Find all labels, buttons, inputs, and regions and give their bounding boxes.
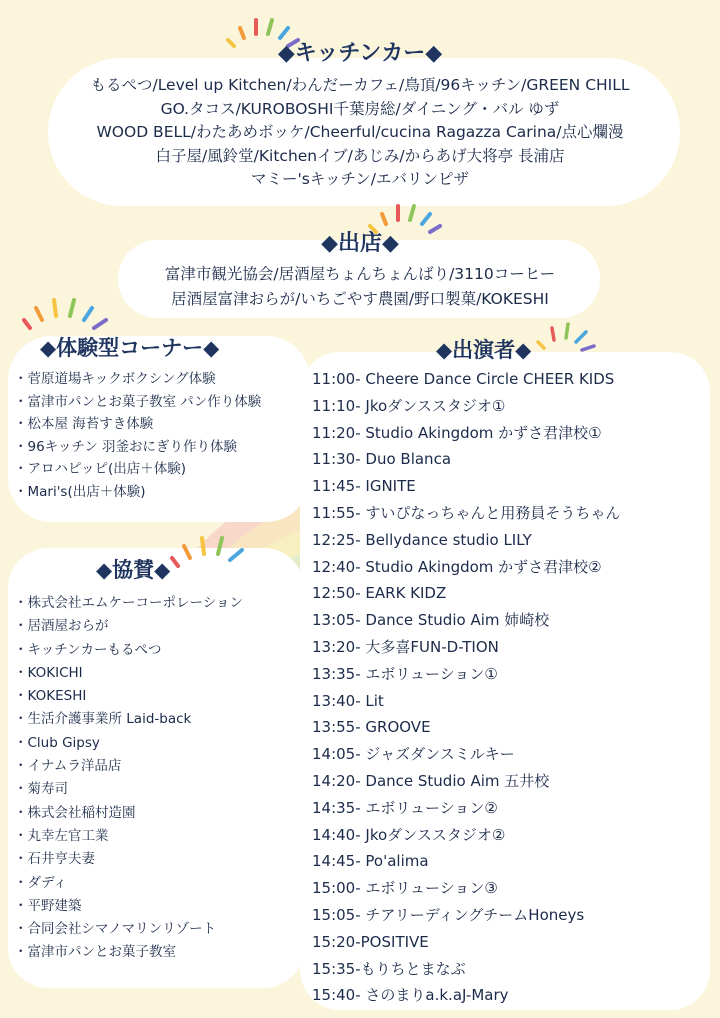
schedule-row: 14:20- Dance Studio Aim 五井校 xyxy=(312,771,550,790)
schedule-row: 13:40- Lit xyxy=(312,691,384,710)
schedule-row: 11:55- すいぴなっちゃんと用務員そうちゃん xyxy=(312,503,621,522)
list-item: ・ イナムラ洋品店 xyxy=(14,755,243,778)
list-item: ・ 平野建築 xyxy=(14,895,243,918)
schedule-row: 13:20- 大多喜FUN-D-TION xyxy=(312,637,499,656)
kyosan-list xyxy=(14,592,243,965)
schedule-row: 15:20-POSITIVE xyxy=(312,932,429,951)
ray-ornament-icon xyxy=(170,528,250,572)
shutten-list xyxy=(0,262,720,312)
shutsuen-title: ◆出演者◆ xyxy=(436,338,532,362)
schedule-row: 11:10- Jkoダンススタジオ① xyxy=(312,396,506,415)
kyosan-title: ◆協賛◆ xyxy=(96,558,171,582)
shutten-title: ◆出店◆ xyxy=(321,231,399,256)
schedule-row: 15:05- チアリーディングチームHoneys xyxy=(312,905,585,924)
schedule-row: 15:00- エボリューション③ xyxy=(312,879,498,898)
shutten-line: 富津市観光協会/居酒屋ちょんちょんばり/3110コーヒー xyxy=(164,265,556,283)
kitchen-car-line: マミー'sキッチン/エバリンピザ xyxy=(251,170,469,188)
shutten-line: 居酒屋富津おらが/いちごやす農園/野口製菓/KOKESHI xyxy=(171,290,549,308)
schedule-row: 11:45- IGNITE xyxy=(312,477,416,496)
shutsuen-schedule xyxy=(312,366,620,1009)
list-item: ・ 菊寿司 xyxy=(14,778,243,801)
list-item: ・ 96キッチン 羽釜おにぎり作り体験 xyxy=(14,436,261,459)
list-item: ・ 合同会社シマノマリンリゾート xyxy=(14,918,243,941)
list-item: ・ キッチンカーもるぺつ xyxy=(14,639,243,662)
list-item: ・ KOKICHI xyxy=(14,662,243,685)
list-item: ・ アロハピッピ(出店＋体験) xyxy=(14,458,261,481)
list-item: ・ ダディ xyxy=(14,872,243,895)
schedule-row: 12:50- EARK KIDZ xyxy=(312,584,447,603)
list-item: ・ KOKESHI xyxy=(14,685,243,708)
taiken-list xyxy=(14,368,261,503)
list-item: ・ 丸幸左官工業 xyxy=(14,825,243,848)
kitchen-car-line: 白子屋/風鈴堂/Kitchenイブ/あじみ/からあげ大将亭 長浦店 xyxy=(155,146,565,165)
schedule-row: 11:30- Duo Blanca xyxy=(312,450,452,469)
kitchen-car-line: GO.タコス/KUROBOSHI千葉房総/ダイニング・バル ゆず xyxy=(160,99,560,118)
schedule-row: 13:35- エボリューション① xyxy=(312,664,498,683)
list-item: ・ 石井亨夫妻 xyxy=(14,848,243,871)
list-item: ・ 生活介護事業所 Laid-back xyxy=(14,708,243,731)
kitchen-car-line: もるぺつ/Level up Kitchen/わんだーカフェ/鳥頂/96キッチン/GREEN CHILL xyxy=(90,76,630,94)
schedule-row: 11:20- Studio Akingdom かずさ君津校① xyxy=(312,423,602,442)
schedule-row: 14:40- Jkoダンススタジオ② xyxy=(312,825,506,844)
taiken-title: ◆体験型コーナー◆ xyxy=(40,336,220,360)
schedule-row: 13:55- GROOVE xyxy=(312,718,431,737)
schedule-row: 15:35-もりちとまなぶ xyxy=(312,959,466,978)
schedule-row: 14:05- ジャズダンスミルキー xyxy=(312,745,515,764)
kitchen-car-list xyxy=(0,74,720,192)
schedule-row: 12:25- Bellydance studio LILY xyxy=(312,530,532,549)
schedule-row: 11:00- Cheere Dance Circle CHEER KIDS xyxy=(312,370,615,388)
list-item: ・ 株式会社稲村造園 xyxy=(14,802,243,825)
schedule-row: 15:40- さのまりa.k.aJ-Mary xyxy=(312,986,509,1005)
schedule-row: 14:35- エボリューション② xyxy=(312,798,498,817)
schedule-row: 12:40- Studio Akingdom かずさ君津校② xyxy=(312,557,602,576)
list-item: ・ Club Gipsy xyxy=(14,732,243,755)
schedule-row: 13:05- Dance Studio Aim 姉崎校 xyxy=(312,611,550,630)
kitchen-car-line: WOOD BELL/わたあめボッケ/Cheerful/cucina Ragazza Carina/点心爛漫 xyxy=(96,123,624,141)
list-item: ・ 富津市パンとお菓子教室 xyxy=(14,941,243,964)
kitchen-car-title: ◆キッチンカー◆ xyxy=(277,41,443,66)
list-item: ・ 松本屋 海苔すき体験 xyxy=(14,413,261,436)
list-item: ・ 富津市パンとお菓子教室 パン作り体験 xyxy=(14,391,261,414)
list-item: ・ 株式会社エムケーコーポレーション xyxy=(14,592,243,615)
list-item: ・ 居酒屋おらが xyxy=(14,615,243,638)
ray-ornament-icon xyxy=(536,318,596,352)
schedule-row: 14:45- Po'alima xyxy=(312,852,429,871)
list-item: ・ Mari's(出店＋体験) xyxy=(14,481,261,504)
list-item: ・ 菅原道場キックボクシング体験 xyxy=(14,368,261,391)
